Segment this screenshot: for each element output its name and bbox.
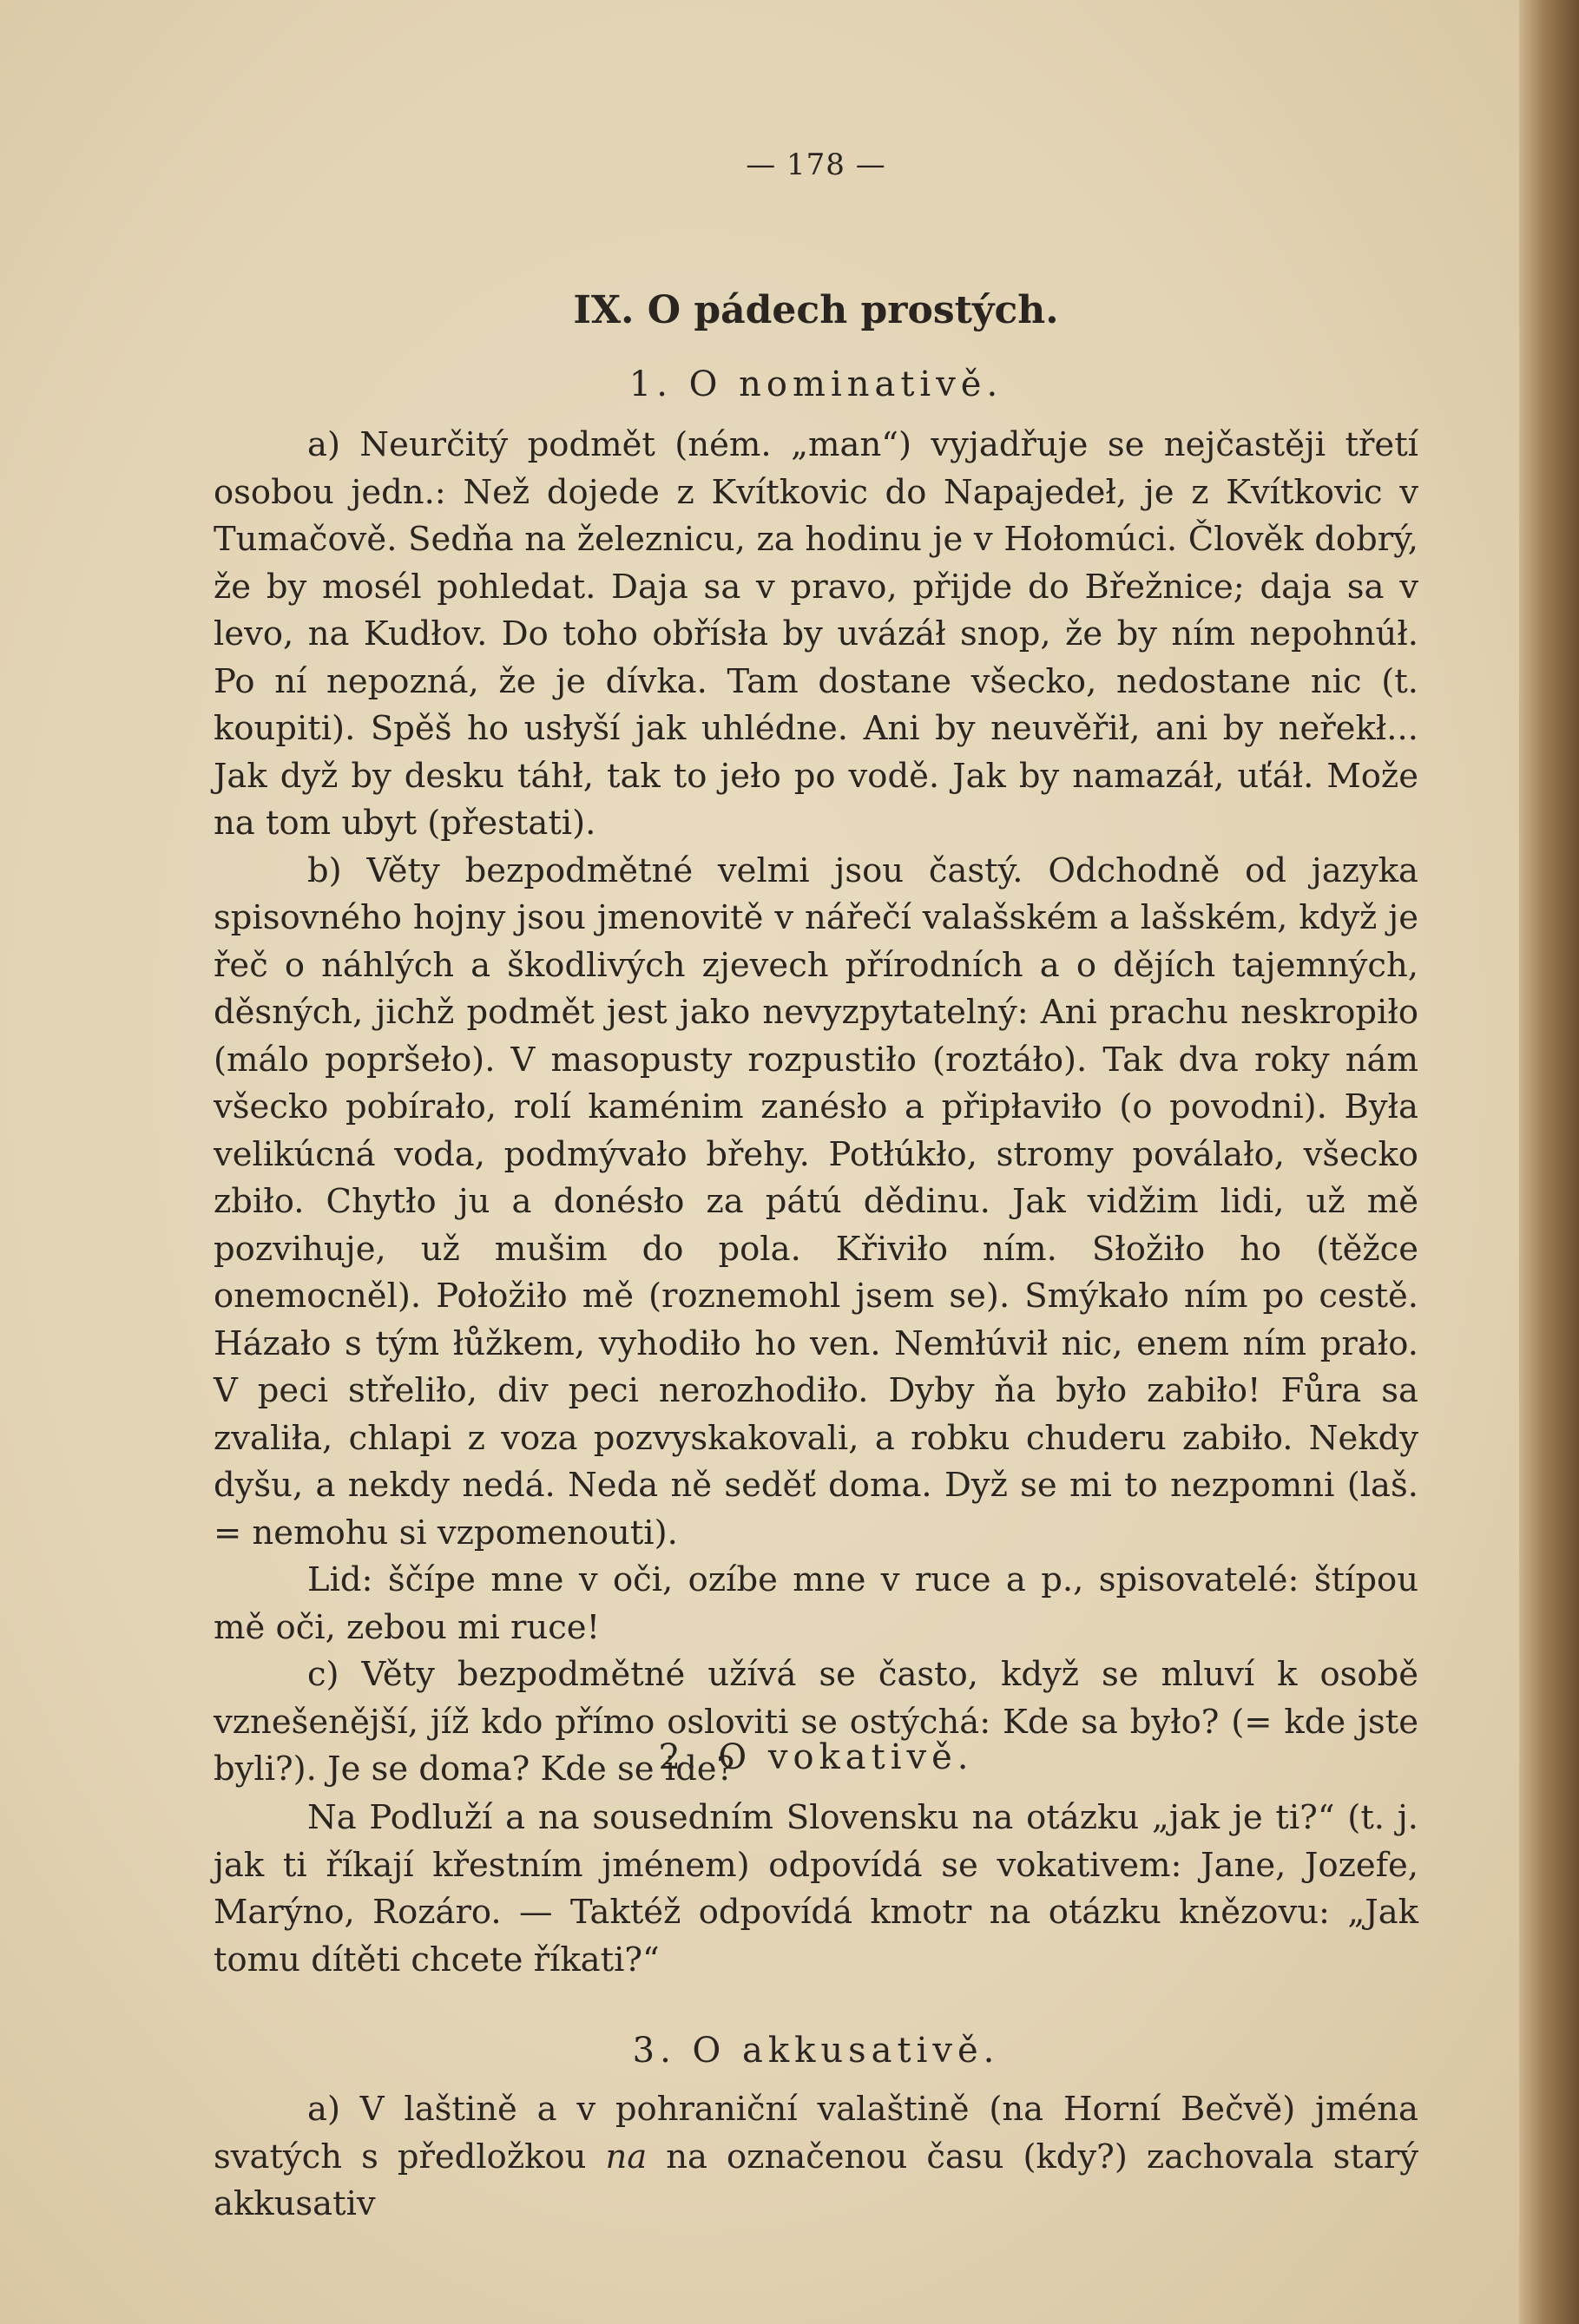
book-gutter-edge (1519, 0, 1579, 2324)
paragraph: b) Věty bezpodmětné velmi jsou častý. Odchodně od jazyka spisovného hojny jsou jmenovitě v nářečí valašském a lašském, když je řeč o náhlých a škodlivých zjevech přírodních a o dějích tajemných, děsných, jichž podmět jest jako nevyzpytatelný: Ani prachu neskropiło (málo popršeło). V masopusty rozpustiło (roztáło). Tak dva roky nám všecko pobírało, rolí kaménim zanésło a připłaviło (o povodni). Była velikúcná voda, podmývało břehy. Potłúkło, stromy poválało, všecko zbiło. Chytło ju a donésło za pátú dědinu. Jak vidžim lidi, už mě pozvihuje, už mušim do pola. Křiviło ním. Słožiło ho (těžce onemocněl). Połožiło mě (roznemohl jsem se). Smýkało ním po cestě. Házało s tým łůžkem, vyhodiło ho ven. Nemłúvił nic, enem ním prało. V peci střeliło, div peci nerozhodiło. Dyby ňa było zabiło! Fůra sa zvaliła, chlapi z voza pozvyskakovali, a robku chuderu zabiło. Nekdy dyšu, a nekdy nedá. Neda ně seděť doma. Dyž se mi to nezpomni (laš. = nemohu si vzpomenouti). (214, 850, 1418, 1553)
page-number: — 178 — (746, 148, 886, 182)
section-heading-accusative: 3. O akkusativě. (632, 2031, 1000, 2071)
paragraph: a) Neurčitý podmět (ném. „man“) vyjadřuje se nejčastěji třetí osobou jedn.: Než dojede z Kvítkovic do Napajedeł, je z Kvítkovic v Tumačově. Sedňa na železnicu, za hodinu je v Hołomúci. Člověk dobrý, že by mosél pohledat. Daja sa v pravo, přijde do Břežnice; daja sa v levo, na Kudłov. Do toho obřísła by uvázáł snop, že by ním nepohnúł. Po ní nepozná, že je dívka. Tam dostane všecko, nedostane nic (t. koupiti). Spěš ho usłyší jak uhlédne. Ani by neuvěřił, ani by neřekł... Jak dyž by desku táhł, tak to jeło po vodě. Jak by namazáł, uťáł. Može na tom ubyt (přestati). (214, 425, 1418, 843)
paragraph-text: a) V laštině a v pohraniční valaštině (na Horní Bečvě) jména svatých s předložkou (214, 2090, 1418, 2176)
paragraph-text: na označenou času (kdy?) zachovala starý akkusativ (214, 2137, 1418, 2223)
section-body-nominative (214, 422, 1418, 1794)
paragraph (214, 2086, 1418, 2229)
section-heading-vocative: 2. O vokativě. (658, 1737, 974, 1777)
section-body-vocative (214, 1795, 1418, 1984)
paragraph: c) Věty bezpodmětné užívá se často, když se mluví k osobě vznešenější, jíž kdo přímo osloviti se ostýchá: Kde sa było? (= kde jste byli?). Je se doma? Kde se ide? (214, 1655, 1418, 1789)
section-heading-nominative: 1. O nominativě. (628, 364, 1003, 404)
paragraph-italic: na (605, 2137, 648, 2176)
chapter-title: IX. O pádech prostých. (573, 288, 1059, 332)
section-body-accusative (214, 2086, 1418, 2229)
paragraph: Na Podluží a na sousedním Slovensku na otázku „jak je ti?“ (t. j. jak ti říkají křestním jménem) odpovídá se vokativem: Jane, Jozefe, Marýno, Rozáro. — Taktéž odpovídá kmotr na otázku knězovu: „Jak tomu dítěti chcete říkati?“ (214, 1798, 1418, 1979)
paragraph: Lid: ščípe mne v oči, ozíbe mne v ruce a p., spisovatelé: štípou mě oči, zebou mi ruce! (214, 1560, 1418, 1647)
